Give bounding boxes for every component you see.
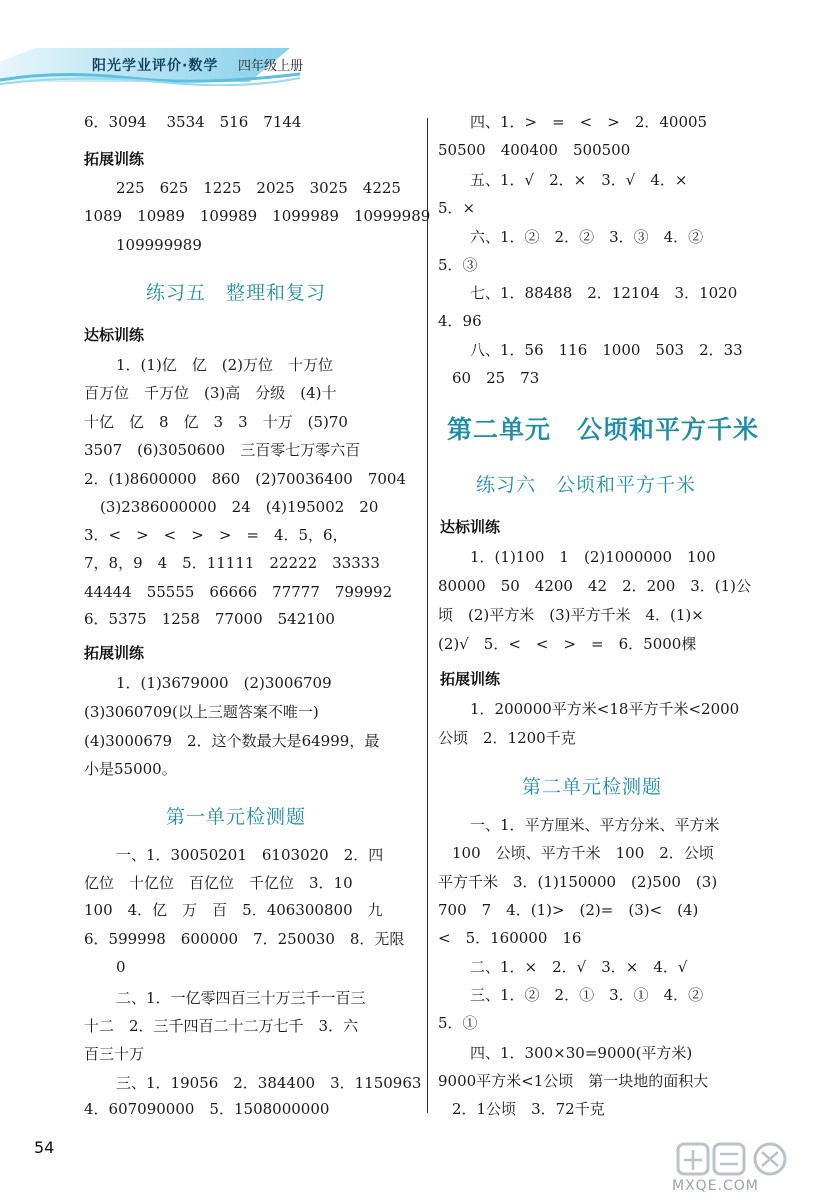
answer-line: (4)3000679 2．这个数最大是64999，最: [84, 732, 380, 750]
answer-line: 平方千米 3．(1)150000 (2)500 (3): [438, 873, 718, 891]
answer-line: 44444 55555 66666 77777 799992: [84, 583, 393, 601]
subsection-heading: 达标训练: [440, 518, 501, 536]
answer-line: 50500 400400 500500: [438, 141, 631, 159]
answer-line: 六、1．② 2．② 3．③ 4．②: [470, 228, 704, 246]
answer-line: 一、1．30050201 6103020 2．四: [116, 846, 384, 864]
watermark-text: MXQE.COM: [672, 1178, 759, 1194]
answer-line: 1．(1)3679000 (2)3006709: [116, 674, 332, 692]
answer-line: 十亿 亿 8 亿 3 3 十万 (5)70: [84, 413, 348, 431]
answer-line: 公顷 2．1200千克: [438, 729, 576, 747]
answer-line: 二、1．× 2．√ 3．× 4．√: [470, 958, 688, 976]
answer-line: 80000 50 4200 42 2．200 3．(1)公: [438, 577, 752, 595]
answer-line: 6．3094 3534 516 7144: [84, 113, 302, 131]
answer-line: (3)2386000000 24 (4)195002 20: [100, 498, 379, 516]
answer-line: 亿位 十亿位 百亿位 千亿位 3．10: [84, 874, 353, 892]
section-heading: 练习六 公顷和平方千米: [476, 474, 697, 496]
answer-line: 2．1公顷 3．72千克: [452, 1100, 605, 1118]
subsection-heading: 拓展训练: [440, 670, 501, 688]
answer-line: 0: [116, 958, 126, 976]
answer-line: 60 25 73: [452, 369, 540, 387]
subsection-heading: 拓展训练: [84, 150, 145, 168]
answer-line: 4．96: [438, 312, 482, 330]
watermark-stamp-icon: [672, 1140, 812, 1180]
subsection-heading: 拓展训练: [84, 644, 145, 662]
answer-line: 100 4．亿 万 百 5．406300800 九: [84, 901, 383, 919]
answer-line: 1．(1)100 1 (2)1000000 100: [470, 548, 716, 566]
answer-line: < 5．160000 16: [438, 929, 582, 947]
unit-heading: 第二单元 公顷和平方千米: [447, 415, 760, 444]
answer-line: 1．(1)亿 亿 (2)万位 十万位: [116, 356, 334, 374]
answer-line: 四、1．300×30=9000(平方米): [470, 1044, 693, 1062]
answer-line: 三、1．② 2．① 3．① 4．②: [470, 986, 704, 1004]
answer-line: 三、1．19056 2．384400 3．1150963: [116, 1074, 422, 1092]
answer-line: 4．607090000 5．1508000000: [84, 1100, 330, 1118]
answer-line: 小是55000。: [84, 760, 177, 778]
header-title: 阳光学业评价·数学: [92, 58, 219, 74]
answer-line: 1089 10989 109989 1099989 10999989: [84, 207, 431, 225]
answer-line: 一、1．平方厘米、平方分米、平方米: [470, 816, 720, 834]
answer-line: 109999989: [116, 236, 202, 254]
answer-line: 6．599998 600000 7．250030 8．无限: [84, 930, 405, 948]
answer-line: 225 625 1225 2025 3025 4225: [116, 179, 401, 197]
answer-line: 5．①: [438, 1014, 478, 1032]
watermark-logo: [672, 1140, 812, 1198]
answer-line: 十二 2．三千四百二十二万七千 3．六: [84, 1017, 359, 1035]
answer-line: 七、1．88488 2．12104 3．1020: [470, 284, 738, 302]
subsection-heading: 达标训练: [84, 326, 145, 344]
answer-line: 5．×: [438, 199, 476, 217]
answer-line: 二、1．一亿零四百三十万三千一百三: [116, 989, 366, 1007]
section-heading: 第一单元检测题: [166, 806, 307, 828]
answer-line: 2．(1)8600000 860 (2)70036400 7004: [84, 470, 406, 488]
section-heading: 练习五 整理和复习: [146, 282, 327, 304]
answer-line: 四、1．> = < > 2．40005: [470, 113, 708, 131]
answer-line: 3．< > < > > = 4．5，6，: [84, 526, 348, 544]
answer-line: 1．200000平方米<18平方千米<2000: [470, 700, 740, 718]
answer-line: (2)√ 5．< < > = 6．5000棵: [438, 635, 697, 653]
section-heading: 第二单元检测题: [522, 776, 663, 798]
column-divider: [427, 118, 428, 1113]
answer-line: 5．③: [438, 256, 478, 274]
answer-line: (3)3060709(以上三题答案不唯一): [84, 703, 319, 721]
answer-line: 百三十万: [84, 1045, 145, 1063]
page-number: 54: [34, 1138, 55, 1157]
answer-line: 700 7 4．(1)> (2)= (3)< (4): [438, 901, 699, 919]
answer-line: 7，8，9 4 5．11111 22222 33333: [84, 554, 380, 572]
answer-line: 3507 (6)3050600 三百零七万零六百: [84, 441, 361, 459]
answer-line: 顷 (2)平方米 (3)平方千米 4．(1)×: [438, 606, 704, 624]
answer-line: 八、1．56 116 1000 503 2．33: [470, 341, 743, 359]
answer-line: 100 公顷、平方千米 100 2．公顷: [452, 844, 714, 862]
header-grade: 四年级上册: [238, 59, 304, 74]
answer-line: 9000平方米<1公顷 第一块地的面积大: [438, 1072, 709, 1090]
answer-line: 百万位 千万位 (3)高 分级 (4)十: [84, 384, 337, 402]
answer-line: 五、1．√ 2．× 3．√ 4．×: [470, 171, 688, 189]
answer-line: 6．5375 1258 77000 542100: [84, 610, 335, 628]
